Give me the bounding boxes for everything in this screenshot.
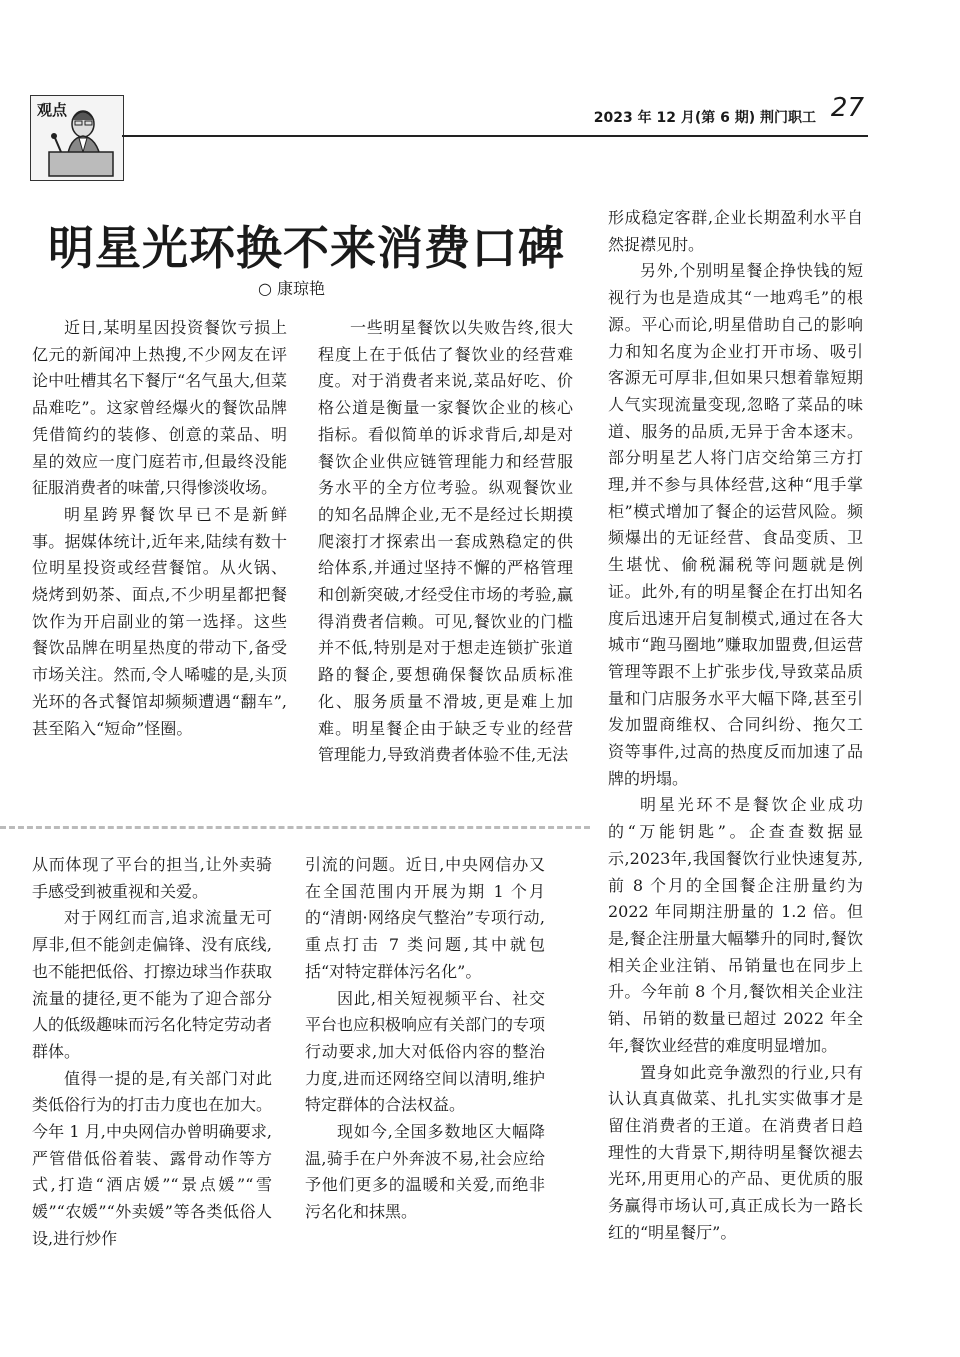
section-badge xyxy=(30,95,124,181)
article-column-1 xyxy=(32,315,287,742)
paragraph: 因此,相关短视频平台、社交平台也应积极响应有关部门的专项行动要求,加大对低俗内容的整治力度,进而还网络空间以清明,维护特定群体的合法权益。 xyxy=(305,988,546,1115)
paragraph: 引流的问题。近日,中央网信办又在全国范围内开展为期 1 个月的“清朗·网络戾气整治”专项行动,重点打击 7 类问题,其中就包括“对特定群体污名化”。 xyxy=(305,855,545,981)
section-divider xyxy=(0,826,590,829)
page-number: 27 xyxy=(830,93,864,123)
section-label: 观点 xyxy=(37,101,68,119)
header-rule xyxy=(122,135,868,137)
article-author: ○ 康琼艳 xyxy=(258,279,326,298)
page-header xyxy=(30,95,868,180)
paragraph: 形成稳定客群,企业长期盈利水平自然捉襟见肘。 xyxy=(608,208,863,254)
paragraph: 从而体现了平台的担当,让外卖骑手感受到被重视和关爱。 xyxy=(32,855,272,901)
paragraph: 现如今,全国多数地区大幅降温,骑手在户外奔波不易,社会应给予他们更多的温暖和关爱,而绝非污名化和抹黑。 xyxy=(305,1122,545,1222)
speaker-illustration-icon xyxy=(31,96,123,180)
previous-article-column-1 xyxy=(32,852,272,1253)
article-column-3 xyxy=(608,205,863,1246)
article-column-2 xyxy=(318,315,573,769)
paragraph: 置身如此竞争激烈的行业,只有认认真真做菜、扎扎实实做事才是留住消费者的王道。在消费者日趋理性的大背景下,期待明星餐饮褪去光环,用更用心的产品、更优质的服务赢得市场认可,真正成长为一路长红的“明星餐厅”。 xyxy=(608,1062,863,1242)
paragraph: 明星跨界餐饮早已不是新鲜事。据媒体统计,近年来,陆续有数十位明星投资或经营餐馆。从火锅、烧烤到奶茶、面点,不少明星都把餐饮作为开启副业的第一选择。这些餐饮品牌在明星热度的带动下,备受市场关注。然而,令人唏嘘的是,头顶光环的各式餐馆却频频遭遇“翻车”,甚至陷入“短命”怪圈。 xyxy=(32,504,287,738)
paragraph: 近日,某明星因投资餐饮亏损上亿元的新闻冲上热搜,不少网友在评论中吐槽其名下餐厅“名气虽大,但菜品难吃”。这家曾经爆火的餐饮品牌凭借简约的装修、创意的菜品、明星的效应一度门庭若市,但最终没能征服消费者的味蕾,只得惨淡收场。 xyxy=(32,318,287,498)
paragraph: 对于网红而言,追求流量无可厚非,但不能剑走偏锋、没有底线,也不能把低俗、打擦边球当作获取流量的捷径,更不能为了迎合部分人的低级趣味而污名化特定劳动者群体。 xyxy=(32,908,273,1061)
article-title: 明星光环换不来消费口碑 xyxy=(48,221,565,275)
paragraph: 值得一提的是,有关部门对此类低俗行为的打击力度也在加大。今年 1 月,中央网信办曾明确要求,严管借低俗着装、露骨动作等方式,打造“酒店媛”“景点媛”“雪媛”“农媛”“外卖媛”等各类低俗人设,进行炒作 xyxy=(32,1068,273,1248)
previous-article-column-2 xyxy=(305,852,545,1226)
paragraph: 一些明星餐饮以失败告终,很大程度上在于低估了餐饮业的经营难度。对于消费者来说,菜品好吃、价格公道是衡量一家餐饮企业的核心指标。看似简单的诉求背后,却是对餐饮企业供应链管理能力和经营服务水平的全方位考验。纵观餐饮业的知名品牌企业,无不是经过长期摸爬滚打才探索出一套成熟稳定的供给体系,并通过坚持不懈的严格管理和创新突破,才经受住市场的考验,赢得消费者信赖。可见,餐饮业的门槛并不低,特别是对于想走连锁扩张道路的餐企,要想确保餐饮品质标准化、服务质量不滑坡,更是难上加难。明星餐企由于缺乏专业的经营管理能力,导致消费者体验不佳,无法 xyxy=(318,318,573,765)
paragraph: 明星光环不是餐饮企业成功的“万能钥匙”。企查查数据显示,2023年,我国餐饮行业快速复苏,前 8 个月的全国餐企注册量约为 2022 年同期注册量的 1.2 倍。但是,餐企注册量大幅攀升的同时,餐饮相关企业注销、吊销量也在同步上升。今年前 8 个月,餐饮相关企业注销、吊销的数量已超过 2022 年全年,餐饮业经营的难度明显增加。 xyxy=(608,795,863,1055)
paragraph: 另外,个别明星餐企挣快钱的短视行为也是造成其“一地鸡毛”的根源。平心而论,明星借助自己的影响力和知名度为企业打开市场、吸引客源无可厚非,但如果只想着靠短期人气实现流量变现,忽略了菜品的味道、服务的品质,无异于舍本逐末。部分明星艺人将门店交给第三方打理,并不参与具体经营,这种“甩手掌柜”模式增加了餐企的运营风险。频频爆出的无证经营、食品变质、卫生堪忧、偷税漏税等问题就是例证。此外,有的明星餐企在打出知名度后迅速开启复制模式,通过在各大城市“跑马圈地”赚取加盟费,但运营管理等跟不上扩张步伐,导致菜品质量和门店服务水平大幅下降,甚至引发加盟商维权、合同纠纷、拖欠工资等事件,过高的热度反而加速了品牌的坍塌。 xyxy=(608,261,863,788)
issue-info: 2023 年 12 月(第 6 期) 荆门职工 xyxy=(593,110,816,126)
